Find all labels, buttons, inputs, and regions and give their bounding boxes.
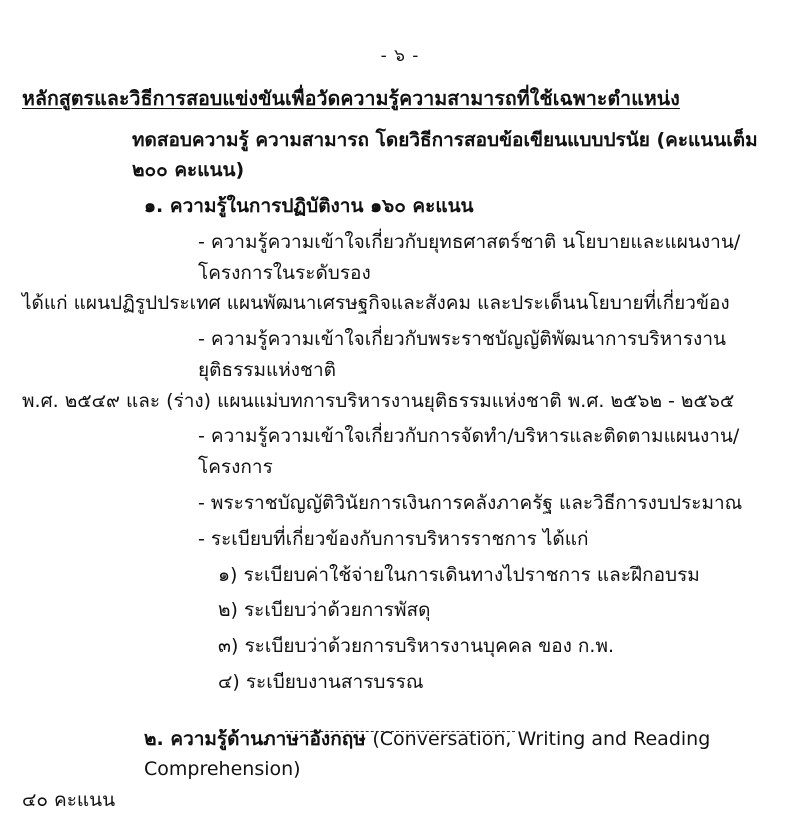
section-2-title-thai: ๒. ความรู้ด้านภาษาอังกฤษ bbox=[144, 727, 373, 750]
section-1-item-1-line-1: - ความรู้ความเข้าใจเกี่ยวกับยุทธศาสตร์ชาติ นโยบายและแผนงาน/โครงการในระดับรอง bbox=[198, 230, 741, 284]
document-page bbox=[0, 42, 800, 812]
footer-divider bbox=[0, 721, 800, 739]
document-body bbox=[0, 83, 800, 816]
section-1-title: ๑. ความรู้ในการปฏิบัติงาน ๑๖๐ คะแนน bbox=[144, 195, 474, 218]
dashed-line bbox=[285, 730, 515, 732]
section-1-item-4: - พระราชบัญญัติวินัยการเงินการคลังภาครัฐ และวิธีการงบประมาณ bbox=[198, 492, 743, 514]
section-1-subitem-1: ๑) ระเบียบค่าใช้จ่ายในการเดินทางไปราชการ และฝึกอบรม bbox=[218, 563, 700, 586]
subheading: ทดสอบความรู้ ความสามารถ โดยวิธีการสอบข้อเขียนแบบปรนัย (คะแนนเต็ม ๒๐๐ คะแนน) bbox=[132, 128, 765, 182]
section-1-subitem-2: ๒) ระเบียบว่าด้วยการพัสดุ bbox=[218, 599, 431, 622]
section-2-title-latin: (Conversation, Writing and Reading Comprehension) bbox=[144, 727, 717, 781]
page-title: หลักสูตรและวิธีการสอบแข่งขันเพื่อวัดความรู้ความสามารถที่ใช้เฉพาะตำแหน่ง bbox=[22, 87, 680, 110]
section-1-subitem-3: ๓) ระเบียบว่าด้วยการบริหารงานบุคคล ของ ก.พ. bbox=[218, 635, 615, 658]
section-1-item-1-line-2: ได้แก่ แผนปฏิรูปประเทศ แผนพัฒนาเศรษฐกิจและสังคม และประเด็นนโยบายที่เกี่ยวข้อง bbox=[22, 292, 730, 315]
section-1-item-2-line-1: - ความรู้ความเข้าใจเกี่ยวกับพระราชบัญญัติพัฒนาการบริหารงานยุติธรรมแห่งชาติ bbox=[198, 328, 726, 381]
page-number: - ๖ - bbox=[380, 46, 420, 66]
section-1-subitem-4: ๔) ระเบียบงานสารบรรณ bbox=[218, 670, 424, 693]
section-2-score: ๔๐ คะแนน bbox=[22, 789, 116, 812]
section-1-item-3: - ความรู้ความเข้าใจเกี่ยวกับการจัดทำ/บริหารและติดตามแผนงาน/โครงการ bbox=[198, 425, 740, 479]
section-1-item-2-line-2: พ.ศ. ๒๕๔๙ และ (ร่าง) แผนแม่บทการบริหารงานยุติธรรมแห่งชาติ พ.ศ. ๒๕๖๒ - ๒๕๖๕ bbox=[22, 389, 735, 412]
section-1-item-5: - ระเบียบที่เกี่ยวข้องกับการบริหารราชการ ได้แก่ bbox=[198, 527, 589, 550]
